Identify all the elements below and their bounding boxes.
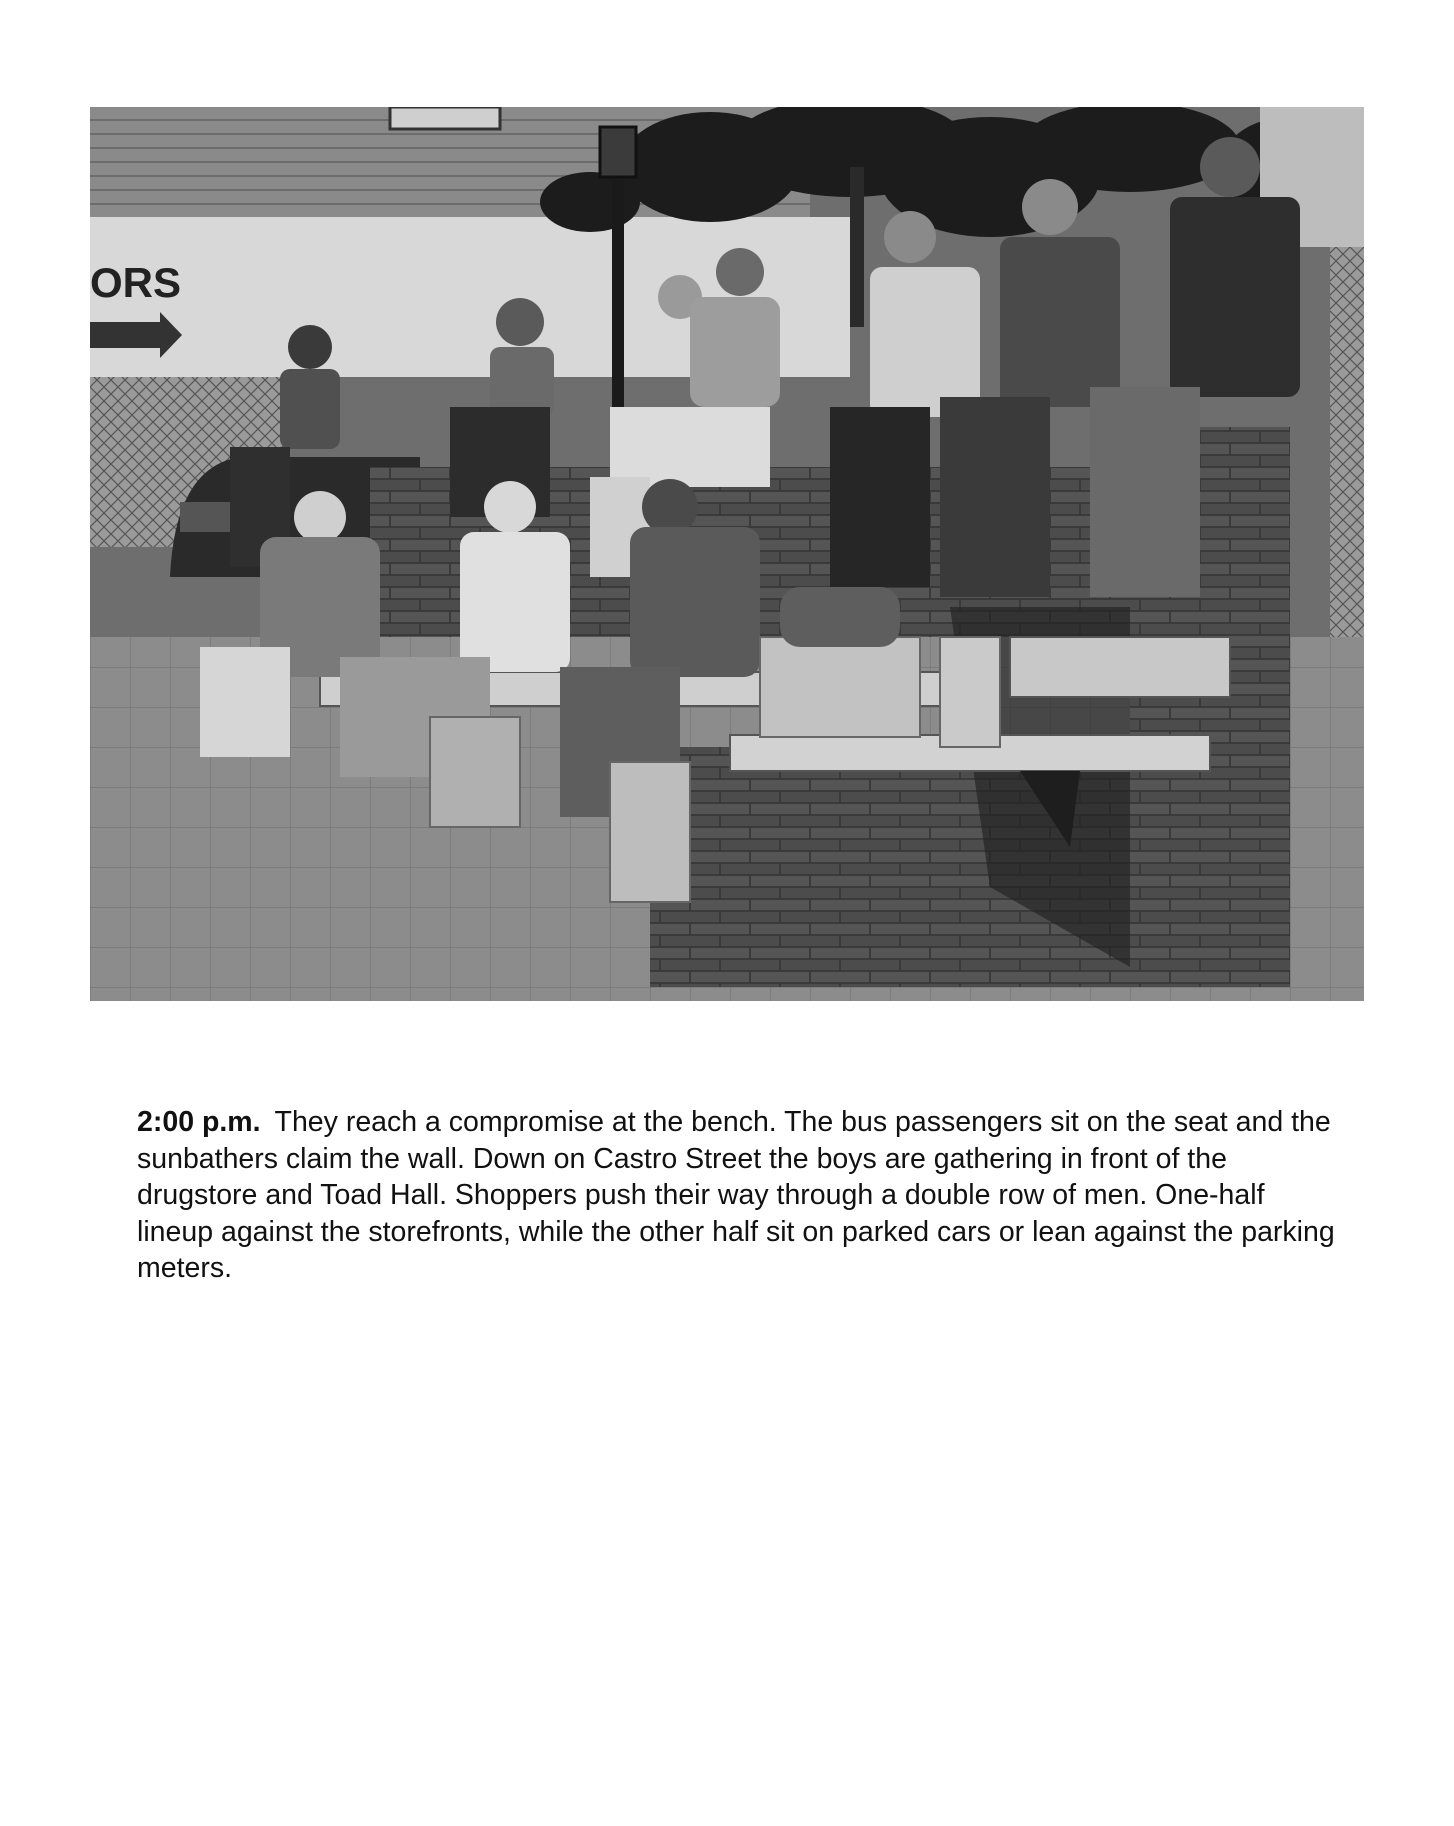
- paper-bag-4: [940, 637, 1000, 747]
- building-window: [390, 107, 500, 129]
- paper-bag: [610, 762, 690, 902]
- tree-trunk: [850, 167, 864, 327]
- caption-time: 2:00 p.m.: [137, 1106, 261, 1138]
- duffel-bag: [780, 587, 900, 647]
- photo-illustration: [90, 107, 1364, 1001]
- wall-sign-text: ORS: [90, 259, 182, 306]
- caption-text: They reach a compromise at the bench. The bus passengers sit on the seat and the sunbathers claim the wall. Down on Castro Street the boys are gathering in front of the drugstore and Toad Hall. Shoppers push their way through a double row of men. One-half lineup against the storefronts, while the other half sit on parked cars or lean against the parking meters.: [137, 1106, 1335, 1284]
- bench-seat-right: [1010, 637, 1230, 697]
- paper-bag-3: [760, 637, 920, 737]
- lamp-head: [600, 127, 636, 177]
- photo-caption: [137, 1104, 1337, 1287]
- street-photograph: [90, 107, 1364, 1001]
- paper-bag-2: [430, 717, 520, 827]
